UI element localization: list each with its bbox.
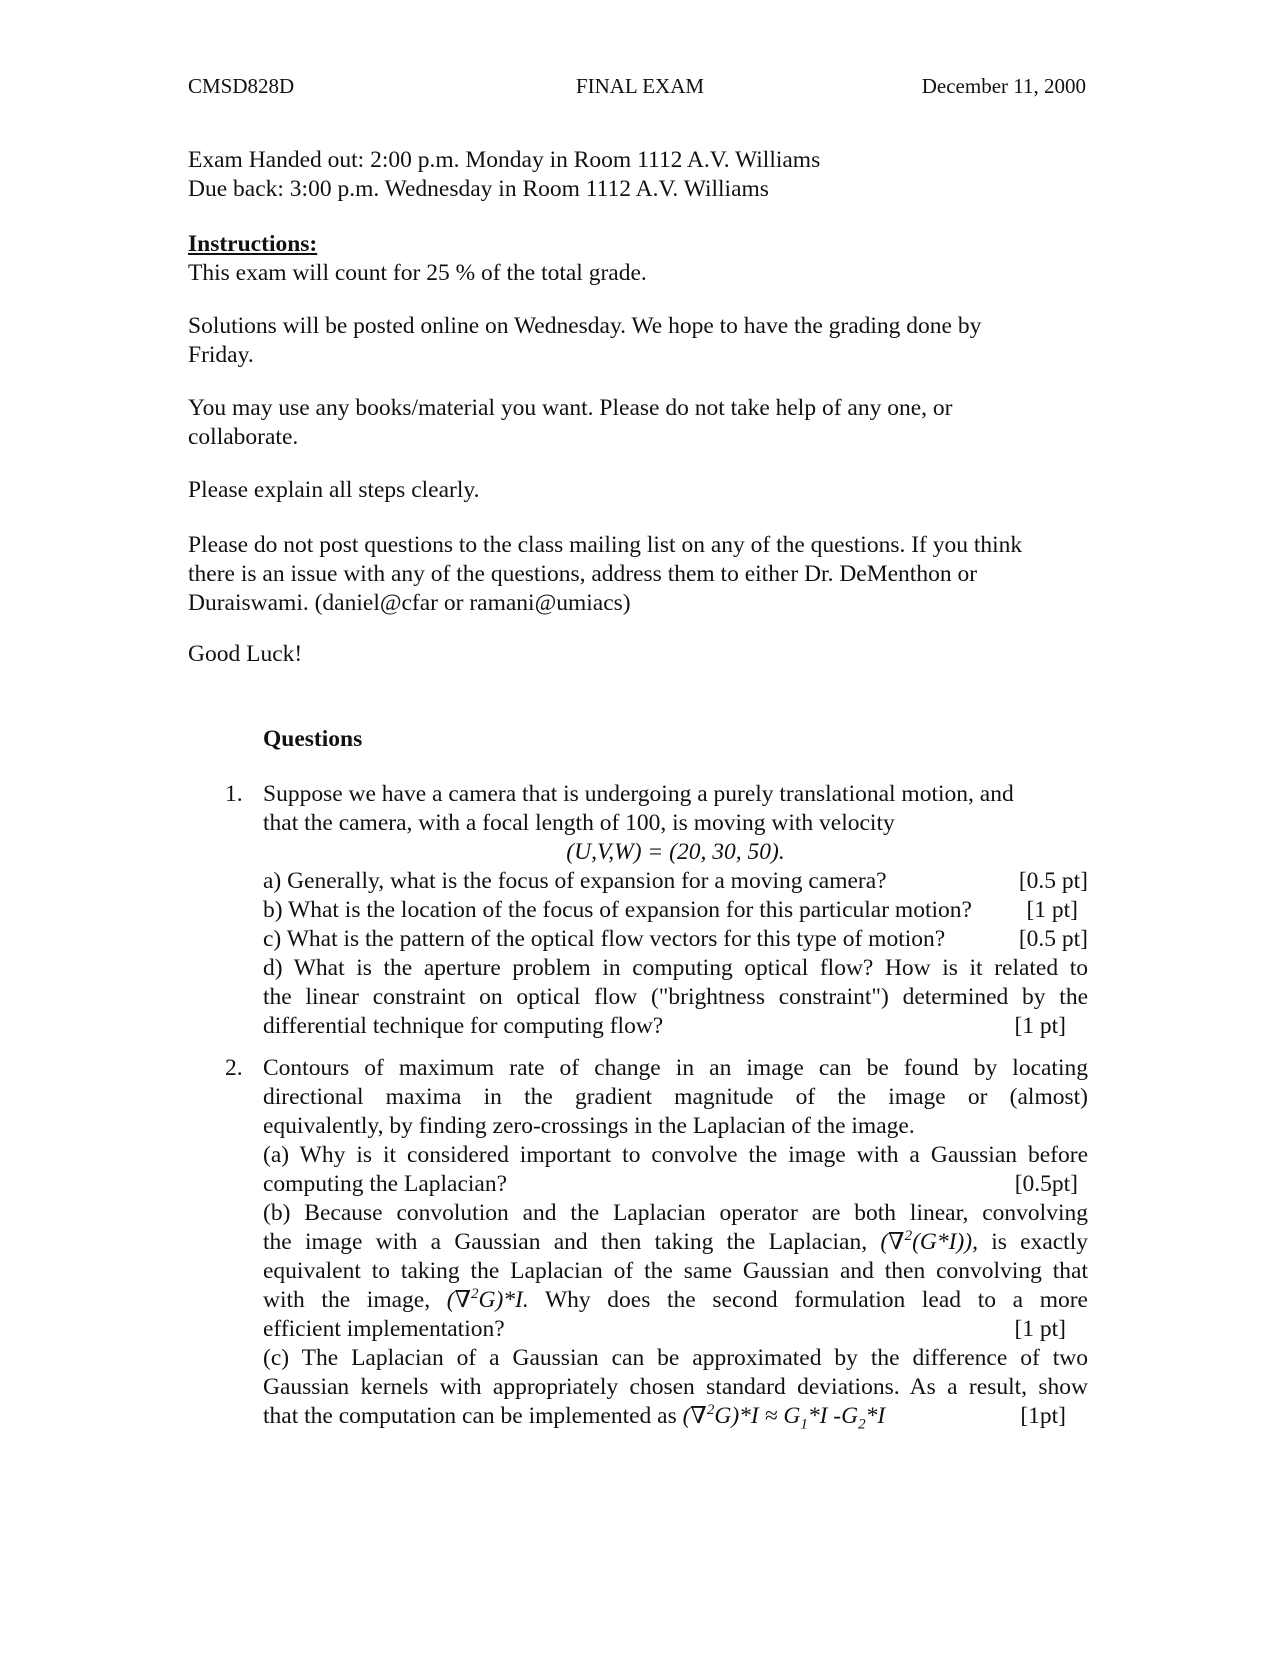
points-label: [1pt] (1020, 1403, 1066, 1429)
solutions-paragraph (188, 312, 1088, 370)
q2-part-b-line-4 (263, 1286, 1088, 1315)
part-text: a) Generally, what is the focus of expansion for a moving camera? (263, 868, 887, 894)
explain-line: Please explain all steps clearly. (188, 477, 480, 503)
part-text: that the computation can be implemented as (263, 1403, 677, 1429)
points-label: [0.5pt] (1014, 1171, 1078, 1197)
q1-part-d-line-2: the linear constraint on optical flow ("brightness constraint") determined by the (263, 984, 1088, 1010)
good-luck-line: Good Luck! (188, 641, 303, 667)
q2-part-a-line-2 (263, 1170, 1088, 1199)
question-2 (225, 1054, 1088, 1433)
q2-part-b-line-2 (263, 1228, 1088, 1257)
instructions-block (188, 230, 1088, 288)
part-text: the image with a Gaussian and then taking the Laplacian, (263, 1229, 868, 1255)
part-text: computing the Laplacian? (263, 1171, 508, 1197)
q2-part-b-line-3: equivalent to taking the Laplacian of the same Gaussian and then convolving that (263, 1258, 1088, 1284)
instructions-heading: Instructions: (188, 231, 318, 257)
materials-line-2: collaborate. (188, 424, 299, 450)
part-text: b) What is the location of the focus of expansion for this particular motion? (263, 897, 972, 923)
questions-heading: Questions (263, 726, 363, 752)
formula-laplacian-of-convolution: (∇$^2$(G*I)), (880, 1228, 978, 1255)
part-text: differential technique for computing flow? (263, 1013, 664, 1039)
question-number: 2. (225, 1055, 243, 1081)
mailing-line-1: Please do not post questions to the class mailing list on any of the questions. If you think (188, 532, 1023, 558)
points-label: [1 pt] (1026, 897, 1078, 923)
q1-part-a (263, 867, 1088, 896)
q1-line-2: that the camera, with a focal length of 100, is moving with velocity (263, 810, 895, 836)
formula-dog-approximation: $(\nabla^2G)*I \approx G_1*I$ $-G_2*I$ (682, 1402, 886, 1433)
mailing-line-3: Duraiswami. (daniel@cfar or ramani@umiacs) (188, 590, 631, 616)
q2-line-2: directional maxima in the gradient magnitude of the image or (almost) (263, 1084, 1088, 1110)
solutions-line-1: Solutions will be posted online on Wednesday. We hope to have the grading done by (188, 313, 982, 339)
question-number: 1. (225, 781, 243, 807)
q1-part-d-line-1: d) What is the aperture problem in computing optical flow? How is it related to (263, 955, 1088, 981)
part-text: efficient implementation? (263, 1316, 505, 1342)
formula-log-convolution: (∇$^2$G)*I. (446, 1286, 529, 1313)
part-text: c) What is the pattern of the optical flow vectors for this type of motion? (263, 926, 946, 952)
q2-line-1: Contours of maximum rate of change in an image can be found by locating (263, 1055, 1088, 1081)
q1-part-b (263, 896, 1088, 925)
points-label: [0.5 pt] (1018, 926, 1088, 952)
question-1 (225, 780, 1088, 1041)
part-text: is exactly (991, 1229, 1088, 1255)
q1-part-c (263, 925, 1088, 954)
course-code: CMSD828D (188, 74, 295, 98)
logistics-block (188, 146, 1088, 204)
exam-title: FINAL EXAM (575, 74, 705, 98)
part-text: with the image, (263, 1287, 431, 1313)
q1-line-1: Suppose we have a camera that is undergoing a purely translational motion, and (263, 781, 1014, 807)
points-label: [1 pt] (1014, 1316, 1066, 1342)
part-text: Why does the second formulation lead to a more (544, 1287, 1088, 1313)
points-label: [1 pt] (1014, 1013, 1066, 1039)
due-back-line: Due back: 3:00 p.m. Wednesday in Room 1112 A.V. Williams (188, 176, 769, 202)
good-luck (188, 640, 1088, 669)
q2-part-c-line-2: Gaussian kernels with appropriately chosen standard deviations. As a result, show (263, 1374, 1088, 1400)
q2-line-3: equivalently, by finding zero-crossings in the Laplacian of the image. (263, 1113, 915, 1139)
solutions-line-2: Friday. (188, 342, 254, 368)
points-label: [0.5 pt] (1018, 868, 1088, 894)
mailing-line-2: there is an issue with any of the questions, address them to either Dr. DeMenthon or (188, 561, 978, 587)
q1-part-d-line-3 (263, 1012, 1088, 1041)
mailing-list-paragraph (188, 531, 1088, 618)
handed-out-line: Exam Handed out: 2:00 p.m. Monday in Room 1112 A.V. Williams (188, 147, 821, 173)
q2-part-b-line-1: (b) Because convolution and the Laplacian operator are both linear, convolving (263, 1200, 1088, 1226)
explain-paragraph (188, 476, 1088, 505)
q2-part-c-line-1: (c) The Laplacian of a Gaussian can be approximated by the difference of two (263, 1345, 1088, 1371)
grade-weight-line: This exam will count for 25 % of the total grade. (188, 260, 647, 286)
velocity-equation: (U,V,W) = (20, 30, 50). (566, 839, 785, 865)
materials-paragraph (188, 394, 1088, 452)
q2-part-a-line-1: (a) Why is it considered important to convolve the image with a Gaussian before (263, 1142, 1088, 1168)
materials-line-1: You may use any books/material you want. Please do not take help of any one, or (188, 395, 953, 421)
exam-date: December 11, 2000 (921, 74, 1086, 98)
q2-part-c-line-3 (263, 1402, 1088, 1431)
q2-part-b-line-5 (263, 1315, 1088, 1344)
